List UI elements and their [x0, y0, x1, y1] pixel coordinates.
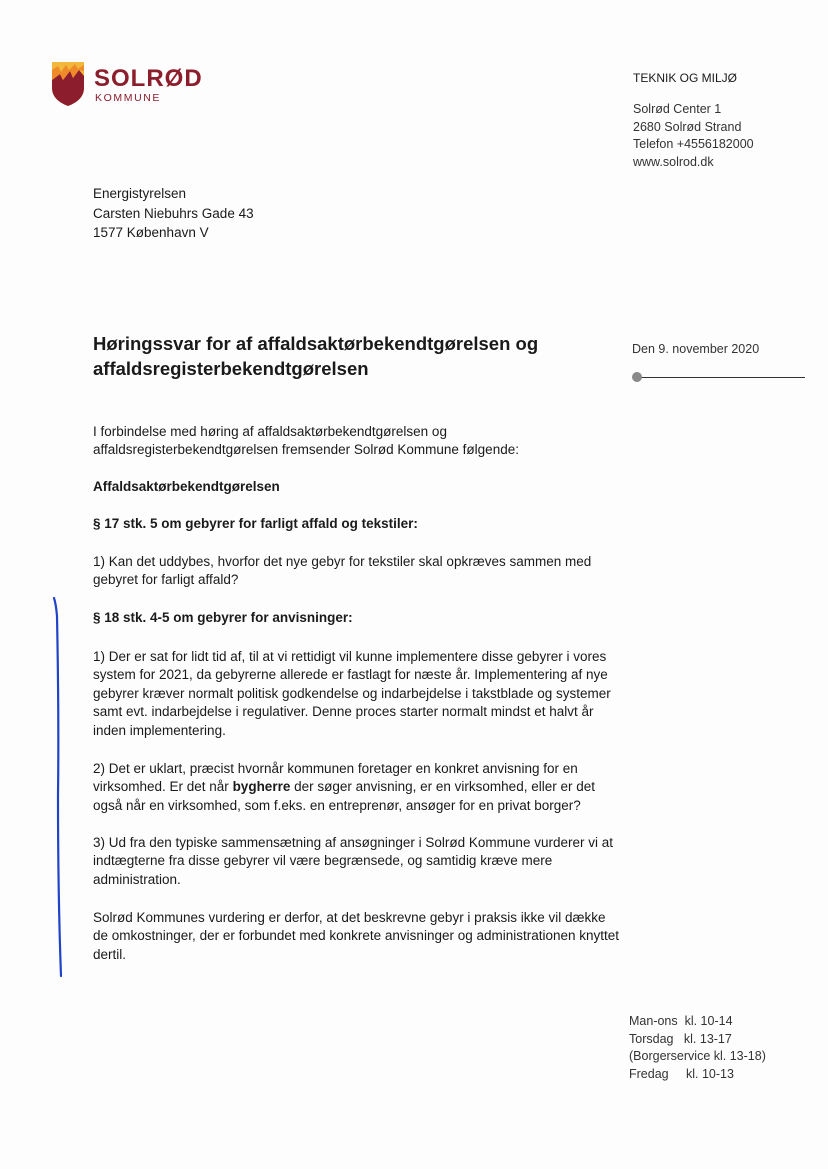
date-divider	[638, 377, 805, 378]
sender-website-link[interactable]: www.solrod.dk	[633, 154, 714, 169]
recipient-line: Energistyrelsen	[93, 186, 187, 201]
section2-paragraph-1: 1) Der er sat for lidt tid af, til at vi rettidigt vil kunne implementere disse gebyrer i vores system for 2021, da gebyrerne allerede er fastlagt for næste år. Implementering af nye gebyrer kræver normalt politisk godkendelse og indarbejdelse i takstblade og systemer samt evt. indarbejdelse i regulativer. Denne proces starter normalt mindst et halvt år inden implementering.	[93, 649, 611, 738]
recipient-line: Carsten Niebuhrs Gade 43	[93, 205, 254, 221]
opening-hours-line: Fredag kl. 10-13	[629, 1066, 734, 1081]
document-title: Høringssvar for af affaldsaktørbekendtgørelsen og affaldsregisterbekendtgørelsen	[93, 333, 539, 379]
section2-p2-text: 2) Det er uklart, præcist hvornår kommunen foretager en konkret anvisning for en virksomhed. Er det når	[93, 761, 578, 795]
intro-paragraph	[93, 423, 623, 460]
section2-p2-text-after: der søger anvisning, er en virksomhed, eller er det også når en virksomhed, som f.eks. en entreprenør, ansøger for en privat borger?	[93, 779, 595, 813]
heading-main: Affaldsaktørbekendtgørelsen	[93, 479, 280, 494]
recipient-address	[93, 184, 254, 243]
intro-text: I forbindelse med høring af affaldsaktørbekendtgørelsen og affaldsregisterbekendtgørelsen fremsender Solrød Kommune følgende:	[93, 424, 519, 458]
section2-p2-bold: bygherre	[232, 779, 291, 795]
logo-name: SOLRØD	[94, 65, 203, 92]
opening-hours	[629, 1013, 766, 1083]
sender-address	[633, 101, 754, 171]
solrod-shield-logo-icon	[52, 62, 84, 106]
sender-address-line: 2680 Solrød Strand	[633, 119, 742, 134]
opening-hours-line: Man-ons kl. 10-14	[629, 1014, 733, 1028]
sender-address-line: Telefon +4556182000	[633, 137, 754, 151]
sender-address-line: Solrød Center 1	[633, 102, 722, 116]
date-divider-dot-icon	[632, 372, 642, 382]
document-date: Den 9. november 2020	[632, 342, 760, 356]
recipient-line: 1577 København V	[93, 225, 209, 240]
opening-hours-line: (Borgerservice kl. 13-18)	[629, 1049, 766, 1063]
section2-paragraph-2	[93, 760, 623, 815]
sender-department: TEKNIK OG MILJØ	[633, 71, 738, 85]
section2-heading: § 18 stk. 4-5 om gebyrer for anvisninger:	[93, 610, 353, 625]
conclusion-paragraph: Solrød Kommunes vurdering er derfor, at det beskrevne gebyr i praksis ikke vil dække de omkostninger, der er forbundet med konkrete anvisninger og administrationen knyttet dertil.	[93, 910, 620, 962]
logo-subtitle: KOMMUNE	[95, 92, 162, 104]
section1-paragraph-1: 1) Kan det uddybes, hvorfor det nye gebyr for tekstiler skal opkræves sammen med gebyret for farligt affald?	[93, 554, 592, 588]
margin-annotation-line-icon	[52, 596, 66, 978]
section1-heading: § 17 stk. 5 om gebyrer for farligt affald og tekstiler:	[93, 516, 418, 531]
opening-hours-line: Torsdag kl. 13-17	[629, 1031, 732, 1046]
section2-paragraph-3: 3) Ud fra den typiske sammensætning af ansøgninger i Solrød Kommune vurderer vi at indtægterne fra disse gebyrer vil være begrænsede, og samtidig kræve mere administration.	[93, 835, 613, 887]
